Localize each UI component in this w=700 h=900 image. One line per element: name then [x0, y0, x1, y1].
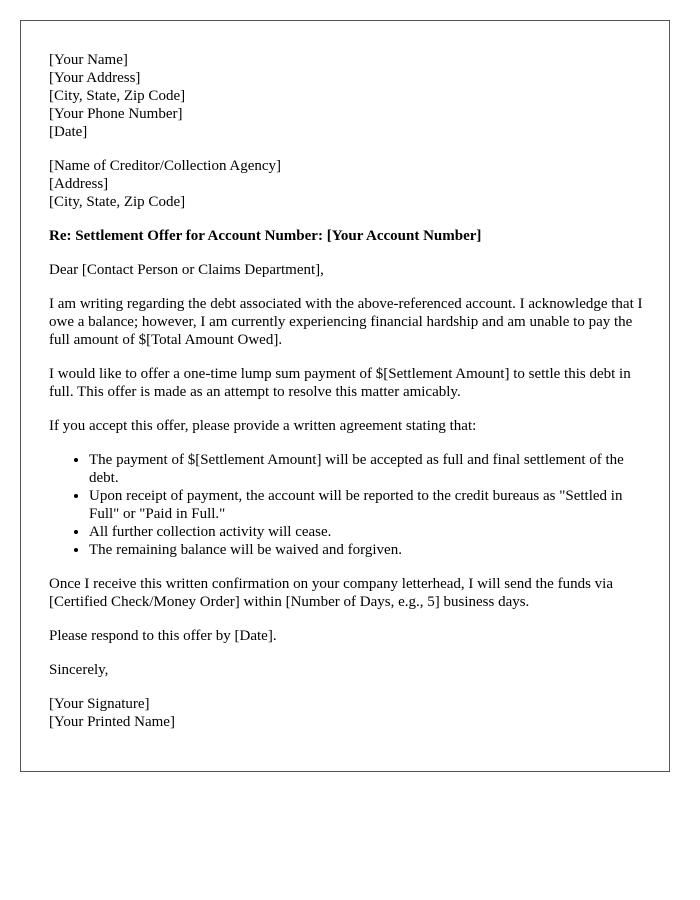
intro-paragraph: I am writing regarding the debt associated with the above-referenced account. I acknowledge that I owe a balance; however, I am currently experiencing financial hardship and am unable to pay the full amount of $[Total Amount Owed].: [49, 296, 643, 348]
sender-address: [Your Address]: [49, 70, 141, 86]
printed-name: [Your Printed Name]: [49, 714, 175, 730]
list-item: • Upon receipt of payment, the account will be reported to the credit bureaus as "Settled in Full" or "Paid in Full.": [89, 487, 649, 523]
offer-paragraph: I would like to offer a one-time lump sum payment of $[Settlement Amount] to settle this debt in full. This offer is made as an attempt to resolve this matter amicably.: [49, 366, 631, 400]
signature-line: [Your Signature]: [49, 696, 150, 712]
sender-city-state-zip: [City, State, Zip Code]: [49, 88, 186, 104]
subject-line: Re: Settlement Offer for Account Number: [Your Account Number]: [49, 228, 482, 244]
letter-document: [20, 20, 670, 772]
signature-block: [49, 695, 649, 731]
recipient-city-state-zip: [City, State, Zip Code]: [49, 194, 186, 210]
salutation: Dear [Contact Person or Claims Department],: [49, 262, 324, 278]
acceptance-paragraph: If you accept this offer, please provide a written agreement stating that:: [49, 418, 477, 434]
letter-date: [Date]: [49, 124, 88, 140]
payment-paragraph: Once I receive this written confirmation on your company letterhead, I will send the funds via [Certified Check/Money Order] within [Number of Days, e.g., 5] business days.: [49, 576, 613, 610]
list-item: • The remaining balance will be waived and forgiven.: [89, 541, 649, 559]
sender-phone: [Your Phone Number]: [49, 106, 183, 122]
list-item: • All further collection activity will cease.: [89, 523, 649, 541]
recipient-address: [Address]: [49, 176, 109, 192]
sender-name: [Your Name]: [49, 52, 128, 68]
settlement-terms-list: [49, 451, 649, 559]
signoff: Sincerely,: [49, 662, 109, 678]
sender-block: [49, 51, 649, 141]
list-item: • The payment of $[Settlement Amount] will be accepted as full and final settlement of the debt.: [89, 451, 649, 487]
deadline-paragraph: Please respond to this offer by [Date].: [49, 628, 277, 644]
recipient-block: [49, 157, 649, 211]
recipient-name: [Name of Creditor/Collection Agency]: [49, 158, 282, 174]
